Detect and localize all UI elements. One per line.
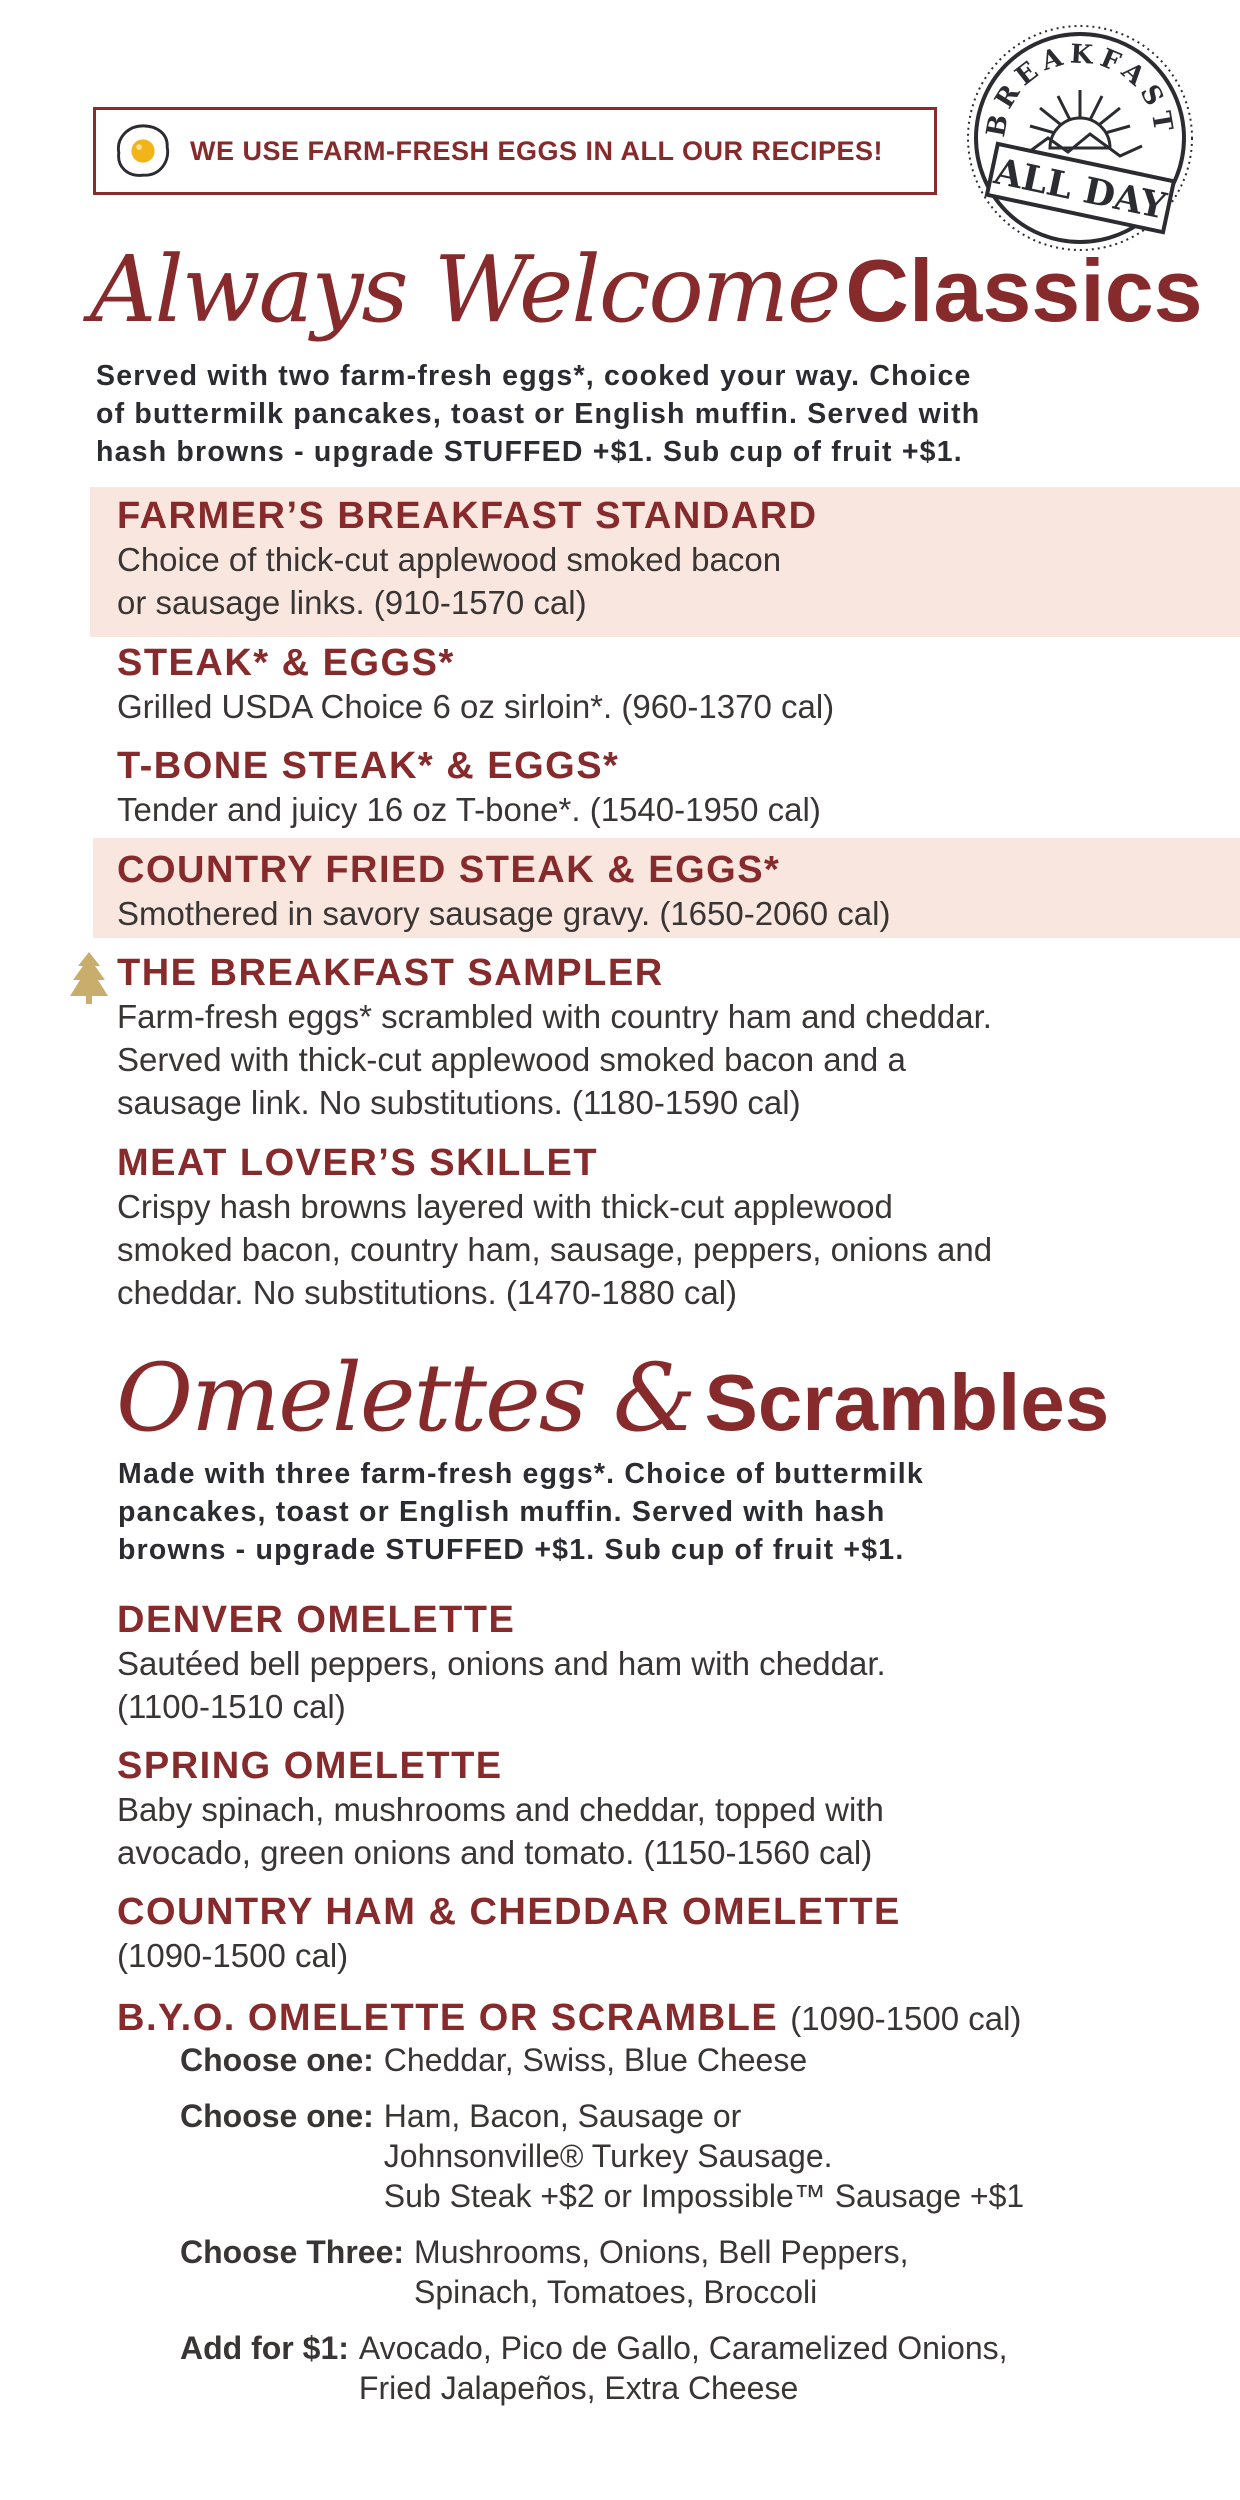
menu-item-country-fried-steak xyxy=(117,848,1217,935)
choice-options: Avocado, Pico de Gallo, Caramelized Onions, Fried Jalapeños, Extra Cheese xyxy=(358,2330,1008,2406)
menu-item-tbone-steak-eggs xyxy=(117,744,1217,831)
intro-line: browns - upgrade STUFFED +$1. Sub cup of fruit +$1. xyxy=(118,1534,905,1566)
choice-label: Choose one: xyxy=(180,2042,374,2078)
menu-item-steak-eggs xyxy=(117,641,1217,728)
classics-section-title xyxy=(90,236,1203,343)
item-description: Sautéed bell peppers, onions and ham with cheddar. (1100-1510 cal) xyxy=(117,1645,886,1725)
menu-item-byo-omelette xyxy=(117,1996,1217,2041)
byo-choice-add-ons xyxy=(180,2328,1008,2408)
byo-choice-cheese xyxy=(180,2040,807,2080)
choice-label: Choose Three: xyxy=(180,2234,405,2270)
omelettes-intro xyxy=(118,1455,1218,1569)
item-name: COUNTRY FRIED STEAK & EGGS* xyxy=(117,849,781,891)
farm-fresh-eggs-banner xyxy=(93,107,937,195)
item-description: Grilled USDA Choice 6 oz sirloin*. (960-1370 cal) xyxy=(117,688,835,725)
menu-item-country-ham-cheddar-omelette xyxy=(117,1890,1217,1977)
item-description: Smothered in savory sausage gravy. (1650-2060 cal) xyxy=(117,895,891,932)
item-name: T-BONE STEAK* & EGGS* xyxy=(117,745,620,787)
item-name: MEAT LOVER’S SKILLET xyxy=(117,1142,599,1184)
stamp-top-text: BREAKFAST xyxy=(981,39,1179,140)
menu-item-farmers-breakfast xyxy=(117,494,1217,624)
choice-options: Mushrooms, Onions, Bell Peppers, Spinach, Tomatoes, Broccoli xyxy=(414,2234,909,2310)
breakfast-all-day-stamp xyxy=(960,20,1200,260)
item-description: Baby spinach, mushrooms and cheddar, topped with avocado, green onions and tomato. (1150-1560 cal) xyxy=(117,1791,884,1871)
byo-choice-veggies xyxy=(180,2232,908,2312)
menu-item-breakfast-sampler xyxy=(117,951,1217,1124)
item-name: COUNTRY HAM & CHEDDAR OMELETTE xyxy=(117,1891,901,1933)
intro-line: hash browns - upgrade STUFFED +$1. Sub cup of fruit +$1. xyxy=(96,436,963,468)
intro-line: of buttermilk pancakes, toast or English muffin. Served with xyxy=(96,398,981,430)
omelettes-section-title xyxy=(116,1344,1109,1453)
classics-title-sans: Classics xyxy=(845,241,1203,340)
item-name: FARMER’S BREAKFAST STANDARD xyxy=(117,495,818,537)
menu-item-spring-omelette xyxy=(117,1744,1217,1874)
item-description: Tender and juicy 16 oz T-bone*. (1540-1950 cal) xyxy=(117,791,821,828)
classics-title-script: Always Welcome xyxy=(90,236,840,343)
item-name: STEAK* & EGGS* xyxy=(117,642,455,684)
classics-intro xyxy=(96,357,1216,471)
item-description: Choice of thick-cut applewood smoked bacon or sausage links. (910-1570 cal) xyxy=(117,541,782,621)
item-calories: (1090-1500 cal) xyxy=(790,2000,1022,2037)
omelettes-title-sans: Scrambles xyxy=(704,1358,1110,1447)
choice-label: Add for $1: xyxy=(180,2330,349,2366)
tree-icon xyxy=(70,952,108,1004)
stamp-bottom-text: ALL DAY xyxy=(990,150,1170,228)
item-name: DENVER OMELETTE xyxy=(117,1599,516,1641)
byo-choice-meat xyxy=(180,2096,1024,2216)
banner-text: WE USE FARM-FRESH EGGS IN ALL OUR RECIPES! xyxy=(190,135,884,166)
item-description: Crispy hash browns layered with thick-cut applewood smoked bacon, country ham, sausage, peppers, onions and cheddar. No substitutions. (1470-1880 cal) xyxy=(117,1188,993,1311)
fried-egg-icon xyxy=(114,122,172,180)
choice-options: Cheddar, Swiss, Blue Cheese xyxy=(383,2042,808,2078)
item-name: THE BREAKFAST SAMPLER xyxy=(117,952,664,994)
menu-item-denver-omelette xyxy=(117,1598,1217,1728)
item-description: Farm-fresh eggs* scrambled with country ham and cheddar. Served with thick-cut applewood smoked bacon and a sausage link. No substitutions. (1180-1590 cal) xyxy=(117,998,992,1121)
intro-line: pancakes, toast or English muffin. Served with hash xyxy=(118,1496,886,1528)
item-name: B.Y.O. OMELETTE OR SCRAMBLE (1090-1500 cal) xyxy=(117,1997,1022,2039)
choice-options: Ham, Bacon, Sausage or Johnsonville® Turkey Sausage. Sub Steak +$2 or Impossible™ Sausage +$1 xyxy=(383,2098,1025,2214)
omelettes-title-script: Omelettes & xyxy=(116,1344,695,1453)
item-name: SPRING OMELETTE xyxy=(117,1745,503,1787)
choice-label: Choose one: xyxy=(180,2098,374,2134)
intro-line: Made with three farm-fresh eggs*. Choice of buttermilk xyxy=(118,1458,924,1490)
item-description: (1090-1500 cal) xyxy=(117,1937,349,1974)
intro-line: Served with two farm-fresh eggs*, cooked your way. Choice xyxy=(96,360,972,392)
menu-item-meat-lovers-skillet xyxy=(117,1141,1217,1314)
